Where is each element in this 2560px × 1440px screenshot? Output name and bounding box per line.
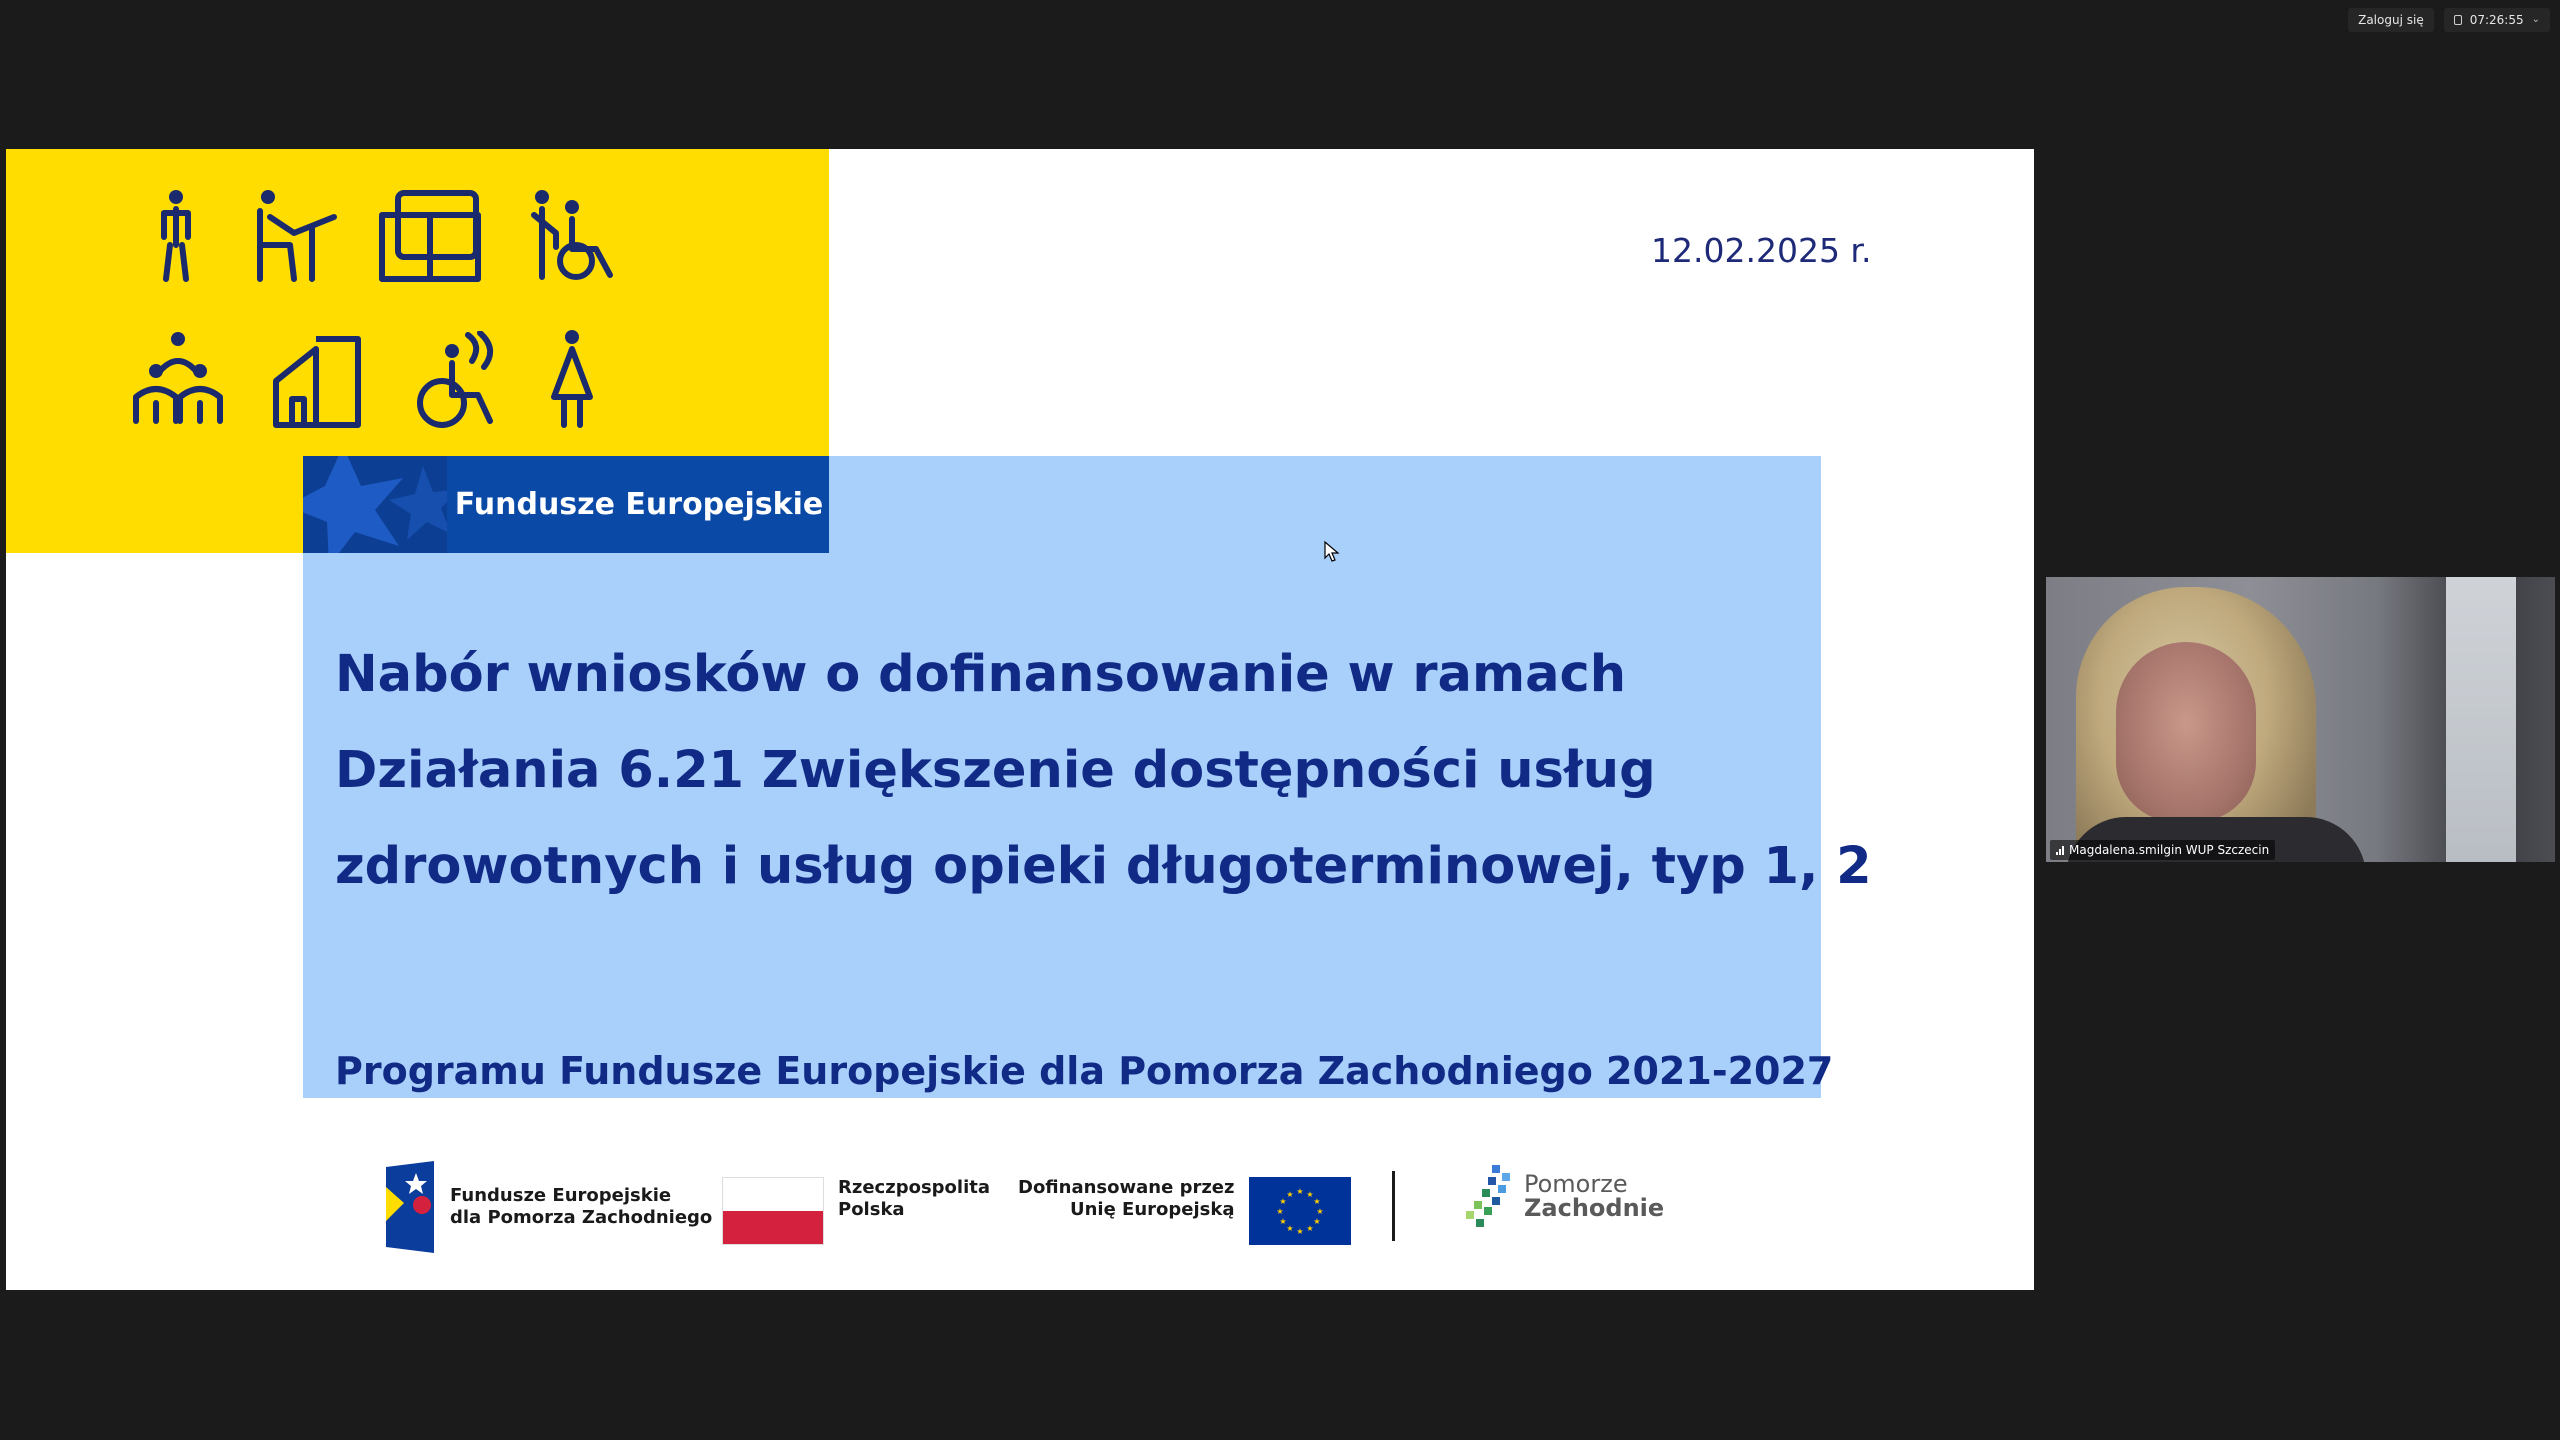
- fe-logo-line2: dla Pomorza Zachodniego: [450, 1207, 713, 1228]
- record-icon: [2454, 15, 2462, 25]
- pz-logo-line1: Pomorze: [1524, 1170, 1628, 1198]
- fe-pomorze-logo: [386, 1161, 712, 1253]
- meeting-timer[interactable]: [2444, 8, 2550, 32]
- login-button[interactable]: Zaloguj się: [2348, 8, 2434, 32]
- participant-name-tag: [2050, 840, 2275, 860]
- svg-text:★: ★: [1295, 1227, 1304, 1236]
- funding-logos-strip: [6, 1161, 2034, 1261]
- fe-star-flag-icon: [386, 1161, 436, 1253]
- rzeczpospolita-polska-logo: [722, 1177, 990, 1245]
- svg-text:★: ★: [1305, 1224, 1314, 1233]
- fundusze-europejskie-tab: [303, 456, 829, 553]
- svg-text:★: ★: [1285, 1224, 1294, 1233]
- slide-title-line: zdrowotnych i usług opieki długoterminowej, typ 1, 2: [335, 837, 1872, 896]
- eu-cofinanced-logo: [1018, 1177, 1351, 1245]
- eu-stars-graphic: [303, 456, 447, 553]
- participant-name: Magdalena.smilgin WUP Szczecin: [2069, 843, 2270, 857]
- slide-subtitle: Programu Fundusze Europejskie dla Pomorza Zachodniego 2021-2027: [335, 1049, 1834, 1093]
- svg-text:★: ★: [1312, 1197, 1321, 1206]
- svg-text:★: ★: [1312, 1217, 1321, 1226]
- svg-text:★: ★: [1278, 1197, 1287, 1206]
- slide-title-line: Działania 6.21 Zwiększenie dostępności usług: [335, 741, 1656, 800]
- person-at-desk-icon: [250, 187, 340, 287]
- rp-logo-line1: Rzeczpospolita: [838, 1177, 990, 1198]
- participant-video-tile[interactable]: [2046, 577, 2555, 862]
- svg-text:★: ★: [1275, 1207, 1284, 1216]
- polish-flag-icon: [722, 1177, 824, 1245]
- svg-text:★: ★: [1305, 1190, 1314, 1199]
- eu-flag-icon: [1249, 1177, 1351, 1245]
- house-icon: [270, 333, 366, 433]
- logo-divider: [1392, 1171, 1395, 1241]
- rp-logo-line2: Polska: [838, 1199, 905, 1220]
- walking-person-icon: [146, 187, 206, 287]
- chevron-down-icon: ⌄: [2531, 14, 2540, 25]
- meeting-clock: 07:26:55: [2469, 13, 2524, 27]
- shared-presentation-slide: [6, 149, 2034, 1290]
- signal-strength-icon: [2056, 845, 2064, 855]
- pz-logo-line2: Zachodnie: [1524, 1194, 1665, 1222]
- woman-icon: [542, 327, 602, 431]
- slide-title-line: Nabór wniosków o dofinansowanie w ramach: [335, 645, 1627, 704]
- mouse-cursor-icon: [1324, 541, 1340, 568]
- group-of-people-icon: [130, 331, 226, 431]
- caregiver-wheelchair-icon: [526, 187, 626, 287]
- slide-title: [335, 627, 1872, 915]
- meeting-top-bar: [2348, 8, 2550, 32]
- pomorze-pixel-mark-icon: [1462, 1161, 1518, 1231]
- fe-logo-line1: Fundusze Europejskie: [450, 1185, 672, 1206]
- pomorze-zachodnie-logo: [1462, 1161, 1664, 1231]
- wheelchair-user-icon: [408, 331, 504, 431]
- svg-text:★: ★: [1285, 1190, 1294, 1199]
- svg-text:★: ★: [1278, 1217, 1287, 1226]
- svg-text:★: ★: [1315, 1207, 1324, 1216]
- slide-date: 12.02.2025 r.: [1651, 231, 1872, 270]
- svg-text:★: ★: [1295, 1187, 1304, 1196]
- fe-tab-label: Fundusze Europejskie: [454, 487, 824, 522]
- eu-logo-line1: Dofinansowane przez: [1018, 1177, 1235, 1198]
- book-icon: [378, 189, 482, 289]
- eu-logo-line2: Unię Europejską: [1069, 1199, 1235, 1220]
